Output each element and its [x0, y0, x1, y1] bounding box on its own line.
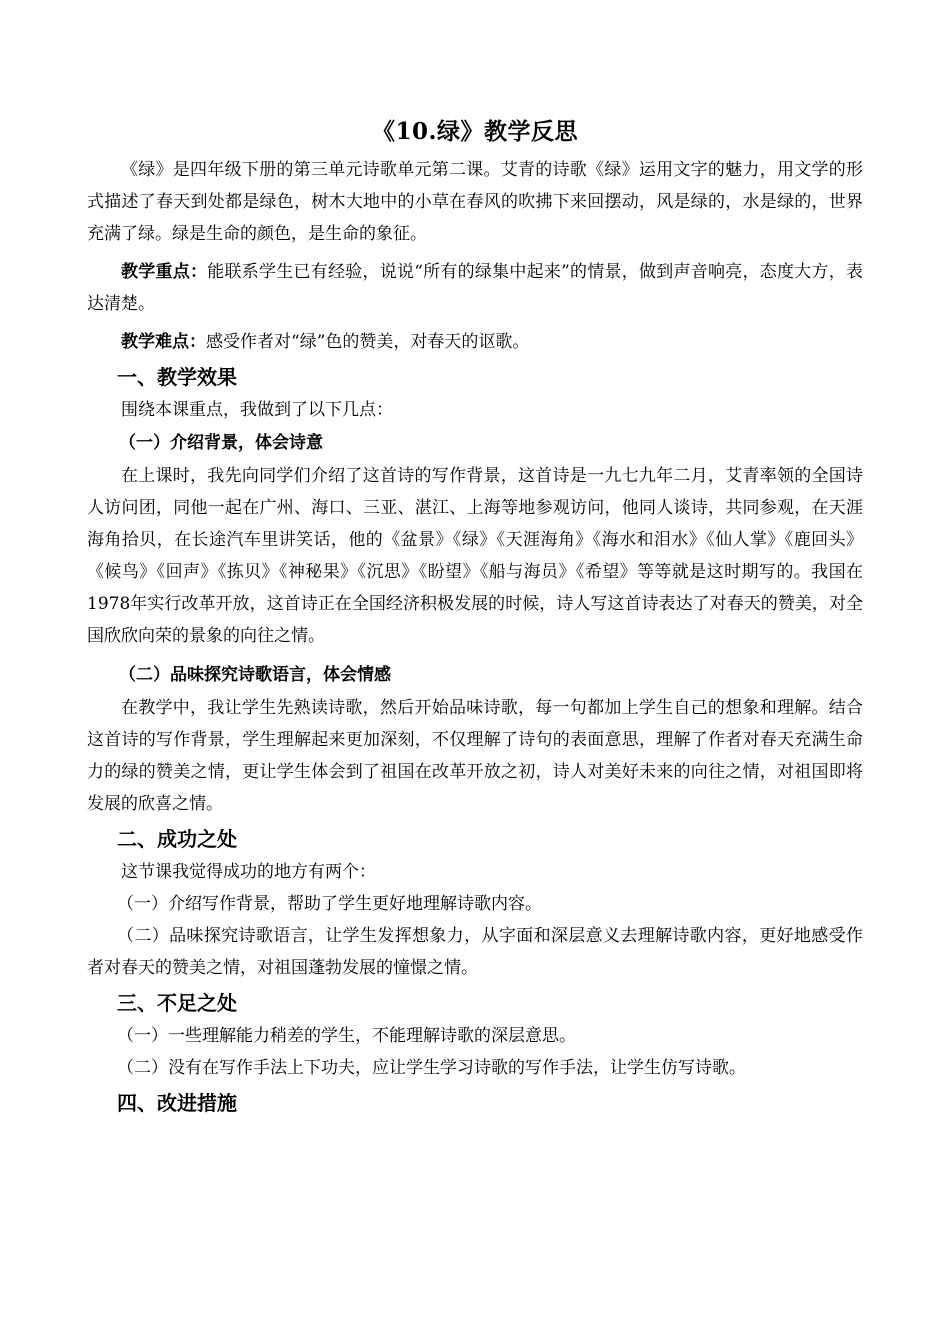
document-page [87, 112, 863, 1120]
section1-sub1-heading: （一）介绍背景，体会诗意 [119, 433, 323, 453]
section3-heading: 三、不足之处 [117, 991, 237, 1015]
intro-paragraph: 《绿》是四年级下册的第三单元诗歌单元第二课。艾青的诗歌《绿》运用文字的魅力，用文学的形式描述了春天到处都是绿色，树木大地中的小草在春风的吹拂下来回摆动，风是绿的，水是绿的，世界充满了绿。绿是生命的颜色，是生命的象征。 [87, 160, 863, 244]
doc-title: 《10.绿》教学反思 [371, 118, 578, 145]
section1-heading: 一、教学效果 [117, 365, 237, 389]
section2-item1: （一）介绍写作背景，帮助了学生更好地理解诗歌内容。 [117, 894, 542, 914]
section3-item2: （二）没有在写作手法上下功夫，应让学生学习诗歌的写作手法，让学生仿写诗歌。 [117, 1058, 746, 1078]
difficulty-text: 感受作者对“绿”色的赞美，对春天的讴歌。 [206, 332, 530, 352]
key-point-label: 教学重点： [121, 262, 208, 282]
section1-sub1-text: 在上课时，我先向同学们介绍了这首诗的写作背景，这首诗是一九七九年二月，艾青率领的全国诗人访问团，同他一起在广州、海口、三亚、湛江、上海等地参观访问，他同人谈诗，共同参观，在天涯海角拾贝，在长途汽车里讲笑话，他的《盆景》《绿》《天涯海角》《海水和泪水》《仙人掌》《鹿回头》《候鸟》《回声》《拣贝》《神秘果》《沉思》《盼望》《船与海员》《希望》等等就是这时期写的。我国在1978年实行改革开放，这首诗正在全国经济积极发展的时候，诗人写这首诗表达了对春天的赞美，对全国欣欣向荣的景象的向往之情。 [87, 466, 863, 646]
section1-sub2-text: 在教学中，我让学生先熟读诗歌，然后开始品味诗歌，每一句都加上学生自己的想象和理解。结合这首诗的写作背景，学生理解起来更加深刻，不仅理解了诗句的表面意思，理解了作者对春天充满生命力的绿的赞美之情，更让学生体会到了祖国在改革开放之初，诗人对美好未来的向往之情，对祖国即将发展的欣喜之情。 [87, 698, 863, 814]
section2-heading: 二、成功之处 [117, 827, 237, 851]
section1-sub2-heading: （二）品味探究诗歌语言，体会情感 [119, 665, 391, 685]
difficulty-paragraph [87, 326, 863, 358]
difficulty-label: 教学难点： [121, 332, 206, 352]
section3-item1: （一）一些理解能力稍差的学生，不能理解诗歌的深层意思。 [117, 1026, 576, 1046]
section4-heading: 四、改进措施 [117, 1091, 237, 1115]
section1-lead: 围绕本课重点，我做到了以下几点： [121, 400, 393, 420]
key-point-paragraph [87, 256, 863, 320]
section2-item2: （二）品味探究诗歌语言，让学生发挥想象力，从字面和深层意义去理解诗歌内容，更好地感受作者对春天的赞美之情，对祖国蓬勃发展的憧憬之情。 [87, 926, 863, 978]
section2-lead: 这节课我觉得成功的地方有两个： [121, 862, 376, 882]
key-point-text: 能联系学生已有经验，说说“所有的绿集中起来”的情景，做到声音响亮，态度大方，表达清楚。 [87, 262, 863, 314]
